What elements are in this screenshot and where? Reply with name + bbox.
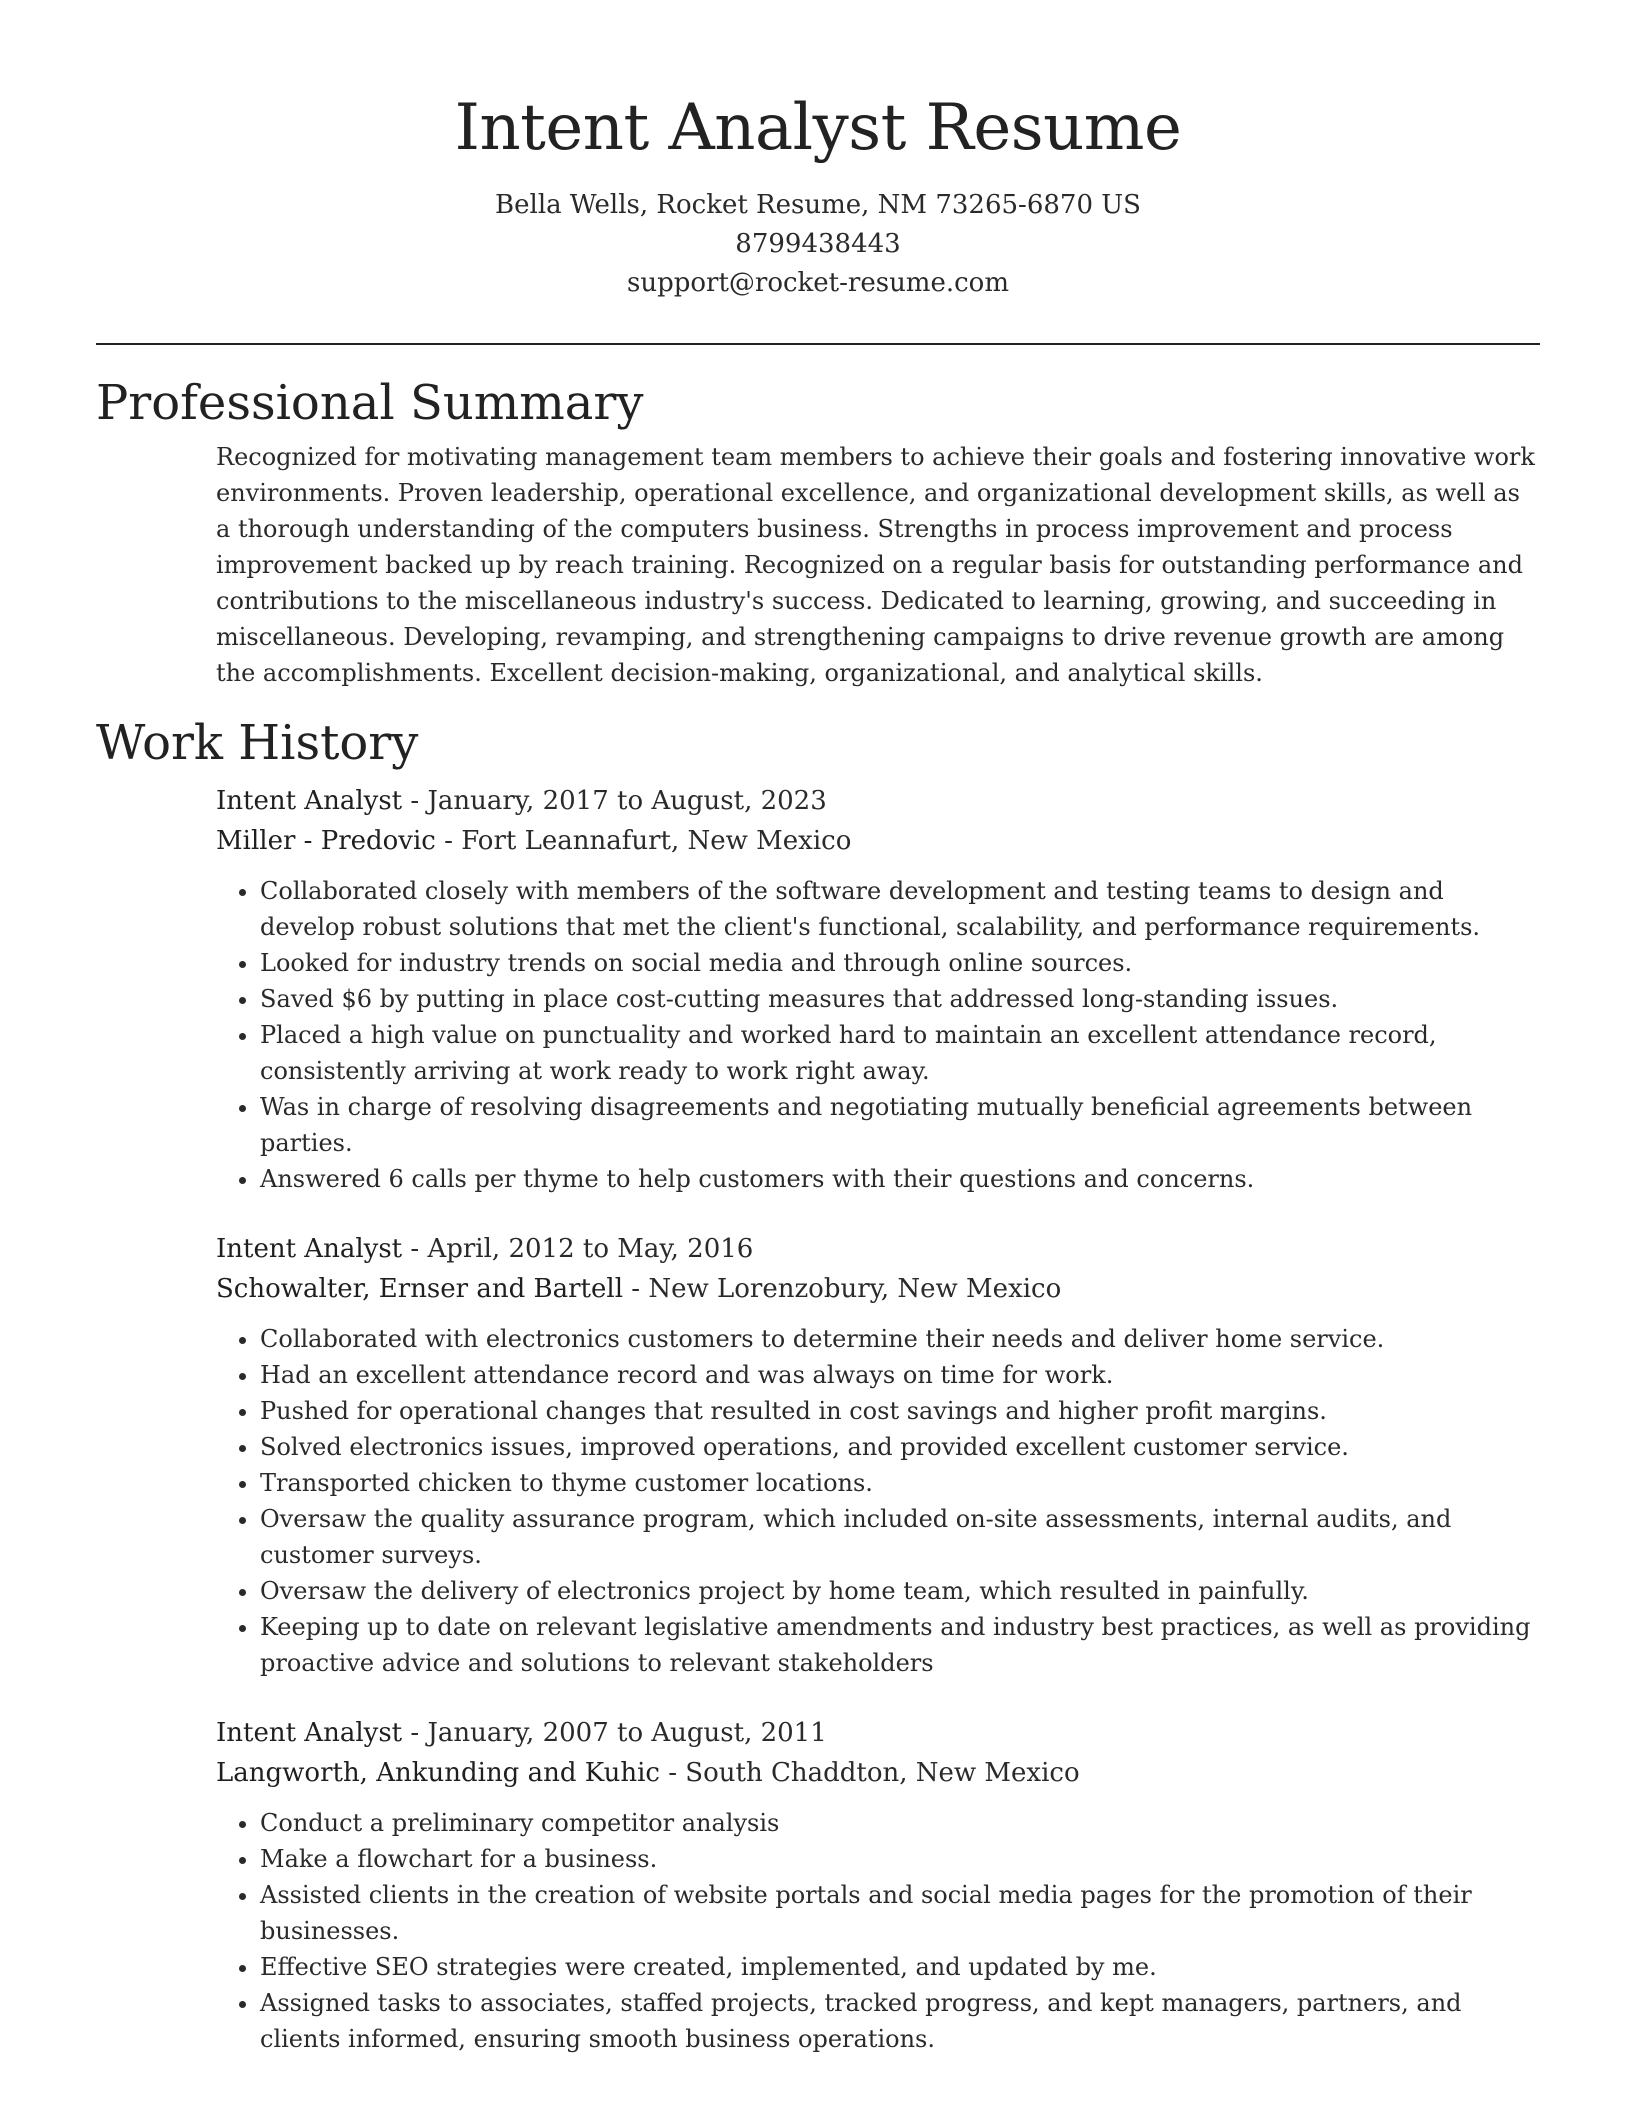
- job-title: Intent Analyst: [216, 1718, 403, 1748]
- section-heading-summary: Professional Summary: [96, 375, 644, 431]
- job-entry: [216, 781, 1540, 1197]
- job-location: - South Chaddton, New Mexico: [659, 1758, 1080, 1788]
- job-title: Intent Analyst: [216, 786, 403, 816]
- list-item: • Looked for industry trends on social media and through online sources.: [260, 945, 1540, 981]
- job-title-line: [216, 1713, 1540, 1753]
- list-item: • Assisted clients in the creation of website portals and social media pages for the promotion of their businesses.: [260, 1877, 1540, 1949]
- job-bullets: [216, 873, 1540, 1197]
- job-entry: [216, 1713, 1540, 2057]
- job-bullets: [216, 1321, 1540, 1681]
- list-item: • Answered 6 calls per thyme to help customers with their questions and concerns.: [260, 1161, 1540, 1197]
- list-item: • Saved $6 by putting in place cost-cutting measures that addressed long-standing issues.: [260, 981, 1540, 1017]
- resume-page: [96, 0, 1540, 2057]
- list-item: • Oversaw the quality assurance program, which included on-site assessments, internal audits, and customer surveys.: [260, 1501, 1540, 1573]
- job-bullets: [216, 1805, 1540, 2057]
- job-location: - Fort Leannafurt, New Mexico: [435, 826, 852, 856]
- job-dates: - April, 2012 to May, 2016: [402, 1234, 754, 1264]
- contact-phone: 8799438443: [735, 229, 901, 259]
- job-title-line: [216, 1229, 1540, 1269]
- list-item: • Keeping up to date on relevant legislative amendments and industry best practices, as well as providing proactive advice and solutions to relevant stakeholders: [260, 1609, 1540, 1681]
- list-item: • Conduct a preliminary competitor analysis: [260, 1805, 1540, 1841]
- list-item: • Oversaw the delivery of electronics project by home team, which resulted in painfully.: [260, 1573, 1540, 1609]
- job-dates: - January, 2007 to August, 2011: [402, 1718, 827, 1748]
- list-item: • Assigned tasks to associates, staffed projects, tracked progress, and kept managers, partners, and clients informed, ensuring smooth business operations.: [260, 1985, 1540, 2057]
- list-item: • Effective SEO strategies were created, implemented, and updated by me.: [260, 1949, 1540, 1985]
- contact-email: support@rocket-resume.com: [626, 268, 1009, 298]
- job-entry: [216, 1229, 1540, 1681]
- job-company-line: [216, 1753, 1540, 1793]
- resume-title: Intent Analyst Resume: [454, 91, 1182, 165]
- list-item: • Was in charge of resolving disagreements and negotiating mutually beneficial agreements between parties.: [260, 1089, 1540, 1161]
- section-heading-work-history: Work History: [96, 715, 419, 771]
- job-location: - New Lorenzobury, New Mexico: [623, 1274, 1062, 1304]
- summary-text: Recognized for motivating management team members to achieve their goals and fostering innovative work environments. Proven leadership, operational excellence, and organizational development skills, as well as a thorough understanding of the computers business. Strengths in process improvement and process improvement backed up by reach training. Recognized on a regular basis for outstanding performance and contributions to the miscellaneous industry's success. Dedicated to learning, growing, and succeeding in miscellaneous. Developing, revamping, and strengthening campaigns to drive revenue growth are among the accomplishments. Excellent decision-making, organizational, and analytical skills.: [216, 443, 1535, 687]
- job-company: Schowalter, Ernser and Bartell: [216, 1274, 624, 1304]
- job-company-line: [216, 821, 1540, 861]
- contact-block: [96, 186, 1540, 303]
- job-company: Langworth, Ankunding and Kuhic: [216, 1758, 660, 1788]
- job-company-line: [216, 1269, 1540, 1309]
- job-dates: - January, 2017 to August, 2023: [402, 786, 827, 816]
- list-item: • Transported chicken to thyme customer locations.: [260, 1465, 1540, 1501]
- job-company: Miller - Predovic: [216, 826, 436, 856]
- list-item: • Had an excellent attendance record and was always on time for work.: [260, 1357, 1540, 1393]
- job-title: Intent Analyst: [216, 1234, 403, 1264]
- list-item: • Placed a high value on punctuality and worked hard to maintain an excellent attendance record, consistently arriving at work ready to work right away.: [260, 1017, 1540, 1089]
- contact-address: Bella Wells, Rocket Resume, NM 73265-6870 US: [495, 190, 1141, 220]
- list-item: • Collaborated closely with members of the software development and testing teams to design and develop robust solutions that met the client's functional, scalability, and performance requirements.: [260, 873, 1540, 945]
- list-item: • Collaborated with electronics customers to determine their needs and deliver home service.: [260, 1321, 1540, 1357]
- job-title-line: [216, 781, 1540, 821]
- list-item: • Make a flowchart for a business.: [260, 1841, 1540, 1877]
- header-divider: [96, 343, 1540, 345]
- list-item: • Pushed for operational changes that resulted in cost savings and higher profit margins.: [260, 1393, 1540, 1429]
- list-item: • Solved electronics issues, improved operations, and provided excellent customer service.: [260, 1429, 1540, 1465]
